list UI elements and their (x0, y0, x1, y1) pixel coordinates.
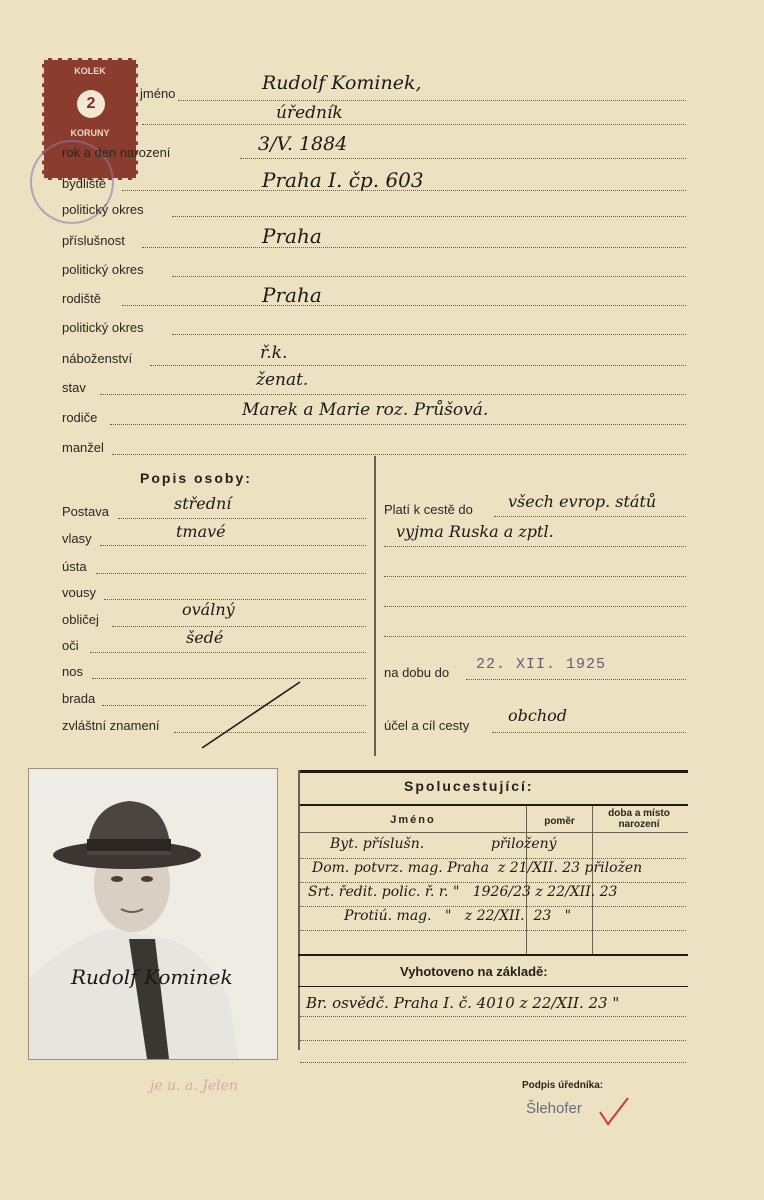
label-jmeno: jméno (140, 86, 176, 101)
spolucestujici-line-4: Protiú. mag. " z 22/XII. 23 " (344, 908, 572, 924)
portrait-image (29, 769, 277, 1059)
popis-value-postava: střední (174, 494, 232, 513)
revenue-stamp-value: 2 (77, 90, 105, 118)
label-narozeni: rok a den narození (62, 145, 171, 160)
label-nabozenstvi: náboženství (62, 351, 133, 366)
spolucestujici-line-2: Dom. potvrz. mag. Praha z 21/XII. 23 přiložen (312, 860, 643, 876)
popis-label-oci: oči (62, 638, 79, 653)
label-prislusnost: příslušnost (62, 233, 125, 248)
value-rodiste: Praha (262, 283, 322, 307)
value-stav: ženat. (256, 370, 309, 390)
label-stav: stav (62, 380, 86, 395)
popis-title: Popis osoby: (140, 470, 252, 486)
label-okres-1: politický okres (62, 202, 144, 217)
label-rodiste: rodiště (62, 291, 102, 306)
value-nabozenstvi: ř.k. (260, 343, 288, 363)
value-povolani: úředník (276, 103, 343, 123)
spolucestujici-line-1: Byt. příslušn. přiložený (330, 836, 557, 852)
doba-value: 22. XII. 1925 (476, 656, 607, 673)
podpis-label: Podpis úředníka: (522, 1080, 604, 1091)
label-manzel: manžel (62, 440, 104, 455)
popis-label-brada: brada (62, 691, 96, 706)
value-bydliste: Praha I. čp. 603 (262, 168, 424, 192)
spolucestujici-title: Spolucestující: (404, 778, 534, 794)
podpis-value: Šlehofer (526, 1100, 582, 1117)
popis-label-postava: Postava (62, 504, 109, 519)
middle-divider (374, 456, 376, 756)
revenue-stamp-top: KOLEK (74, 66, 106, 76)
popis-label-vlasy: vlasy (62, 531, 92, 546)
col-doba: doba a místo narození (608, 808, 670, 830)
col-pomer: poměr (544, 816, 575, 827)
spolucestujici-line-3: Srt. ředit. polic. ř. r. " 1926/23 z 22/XII. 23 (308, 884, 618, 900)
doba-label: na dobu do (384, 665, 450, 680)
ucel-value: obchod (508, 706, 568, 725)
popis-value-oblicej: oválný (182, 600, 235, 619)
strike-through-mark (196, 676, 306, 756)
vyhotoveno-value: Br. osvědč. Praha I. č. 4010 z 22/XII. 23 " (306, 994, 620, 1012)
pencil-note: je u. a. Jelen (150, 1078, 238, 1094)
popis-label-znameni: zvláštní znamení (62, 718, 160, 733)
label-rodice: rodiče (62, 410, 98, 425)
label-okres-3: politický okres (62, 320, 144, 335)
value-prislusnost: Praha (262, 224, 322, 248)
popis-label-nos: nos (62, 664, 83, 679)
label-okres-2: politický okres (62, 262, 144, 277)
label-bydliste: bydliště (62, 176, 107, 191)
value-jmeno: Rudolf Kominek, (262, 72, 422, 94)
platnost-value-1: všech evrop. států (508, 492, 657, 511)
revenue-stamp-currency: KORUNY (70, 128, 110, 138)
popis-value-oci: šedé (186, 628, 224, 647)
value-narozeni: 3/V. 1884 (258, 133, 348, 155)
vyhotoveno-title: Vyhotoveno na základě: (400, 964, 548, 979)
check-mark-icon (596, 1094, 632, 1128)
photo-signature: Rudolf Kominek (71, 965, 233, 989)
value-rodice: Marek a Marie roz. Průšová. (242, 400, 489, 420)
popis-value-vlasy: tmavé (176, 522, 226, 541)
col-jmeno: Jméno (390, 814, 436, 826)
holder-photo (28, 768, 278, 1060)
platnost-value-2: vyjma Ruska a zptl. (396, 522, 554, 541)
popis-label-vousy: vousy (62, 585, 96, 600)
popis-label-usta: ústa (62, 559, 87, 574)
ucel-label: účel a cíl cesty (384, 718, 470, 733)
popis-label-oblicej: obličej (62, 612, 99, 627)
platnost-label: Platí k cestě do (384, 502, 473, 517)
